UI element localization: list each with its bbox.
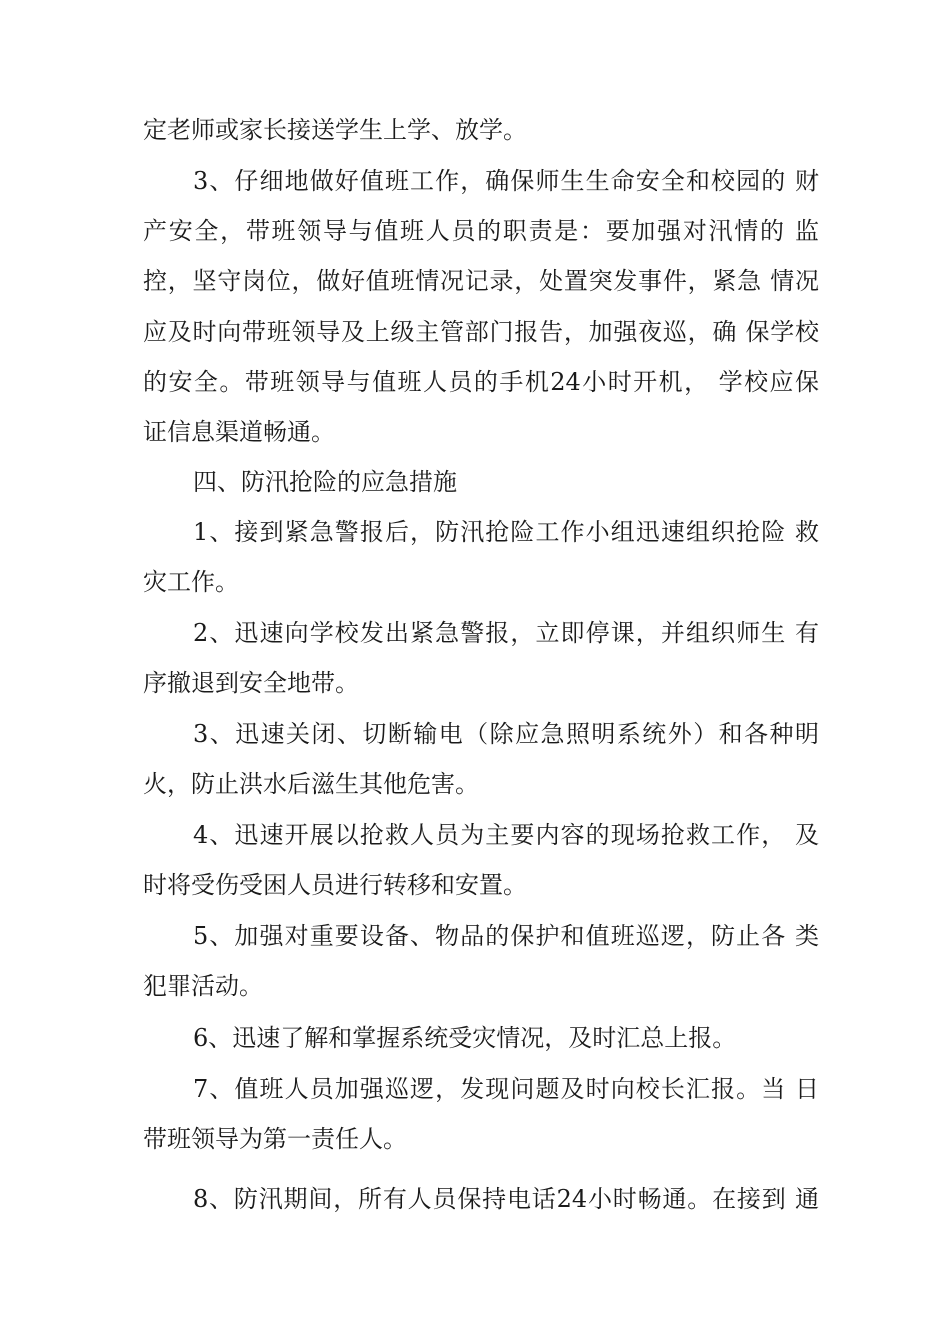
- section-heading: 四、防汛抢险的应急措施: [193, 468, 457, 496]
- text-line: 3、仔细地做好值班工作，确保师生生命安全和校园的 财: [193, 167, 819, 195]
- text-line: 4、迅速开展以抢救人员为主要内容的现场抢救工作， 及: [193, 821, 819, 849]
- text-line: 带班领导为第一责任人。: [143, 1125, 407, 1153]
- text-line: 控，坚守岗位，做好值班情况记录，处置突发事件，紧急 情况: [143, 267, 819, 295]
- text-line: 产安全，带班领导与值班人员的职责是：要加强对汛情的 监: [143, 217, 819, 245]
- text-line: 2、迅速向学校发出紧急警报，立即停课，并组织师生 有: [193, 619, 819, 647]
- text-line: 6、迅速了解和掌握系统受灾情况，及时汇总上报。: [193, 1024, 737, 1052]
- text-line: 应及时向带班领导及上级主管部门报告，加强夜巡，确 保学校: [143, 318, 819, 346]
- text-line: 7、值班人员加强巡逻，发现问题及时向校长汇报。当 日: [193, 1075, 819, 1103]
- text-line: 证信息渠道畅通。: [143, 418, 335, 446]
- text-line: 时将受伤受困人员进行转移和安置。: [143, 871, 527, 899]
- text-line: 灾工作。: [143, 568, 239, 596]
- text-line: 犯罪活动。: [143, 972, 263, 1000]
- text-line: 火，防止洪水后滋生其他危害。: [143, 770, 479, 798]
- text-line: 3、迅速关闭、切断输电（除应急照明系统外）和各种明: [193, 720, 819, 748]
- text-line: 序撤退到安全地带。: [143, 669, 359, 697]
- text-line: 8、防汛期间，所有人员保持电话24小时畅通。在接到 通: [193, 1185, 819, 1213]
- text-line: 定老师或家长接送学生上学、放学。: [143, 116, 527, 144]
- text-line: 1、接到紧急警报后，防汛抢险工作小组迅速组织抢险 救: [193, 518, 819, 546]
- text-line: 5、加强对重要设备、物品的保护和值班巡逻，防止各 类: [193, 922, 819, 950]
- text-line: 的安全。带班领导与值班人员的手机24小时开机， 学校应保: [143, 368, 819, 396]
